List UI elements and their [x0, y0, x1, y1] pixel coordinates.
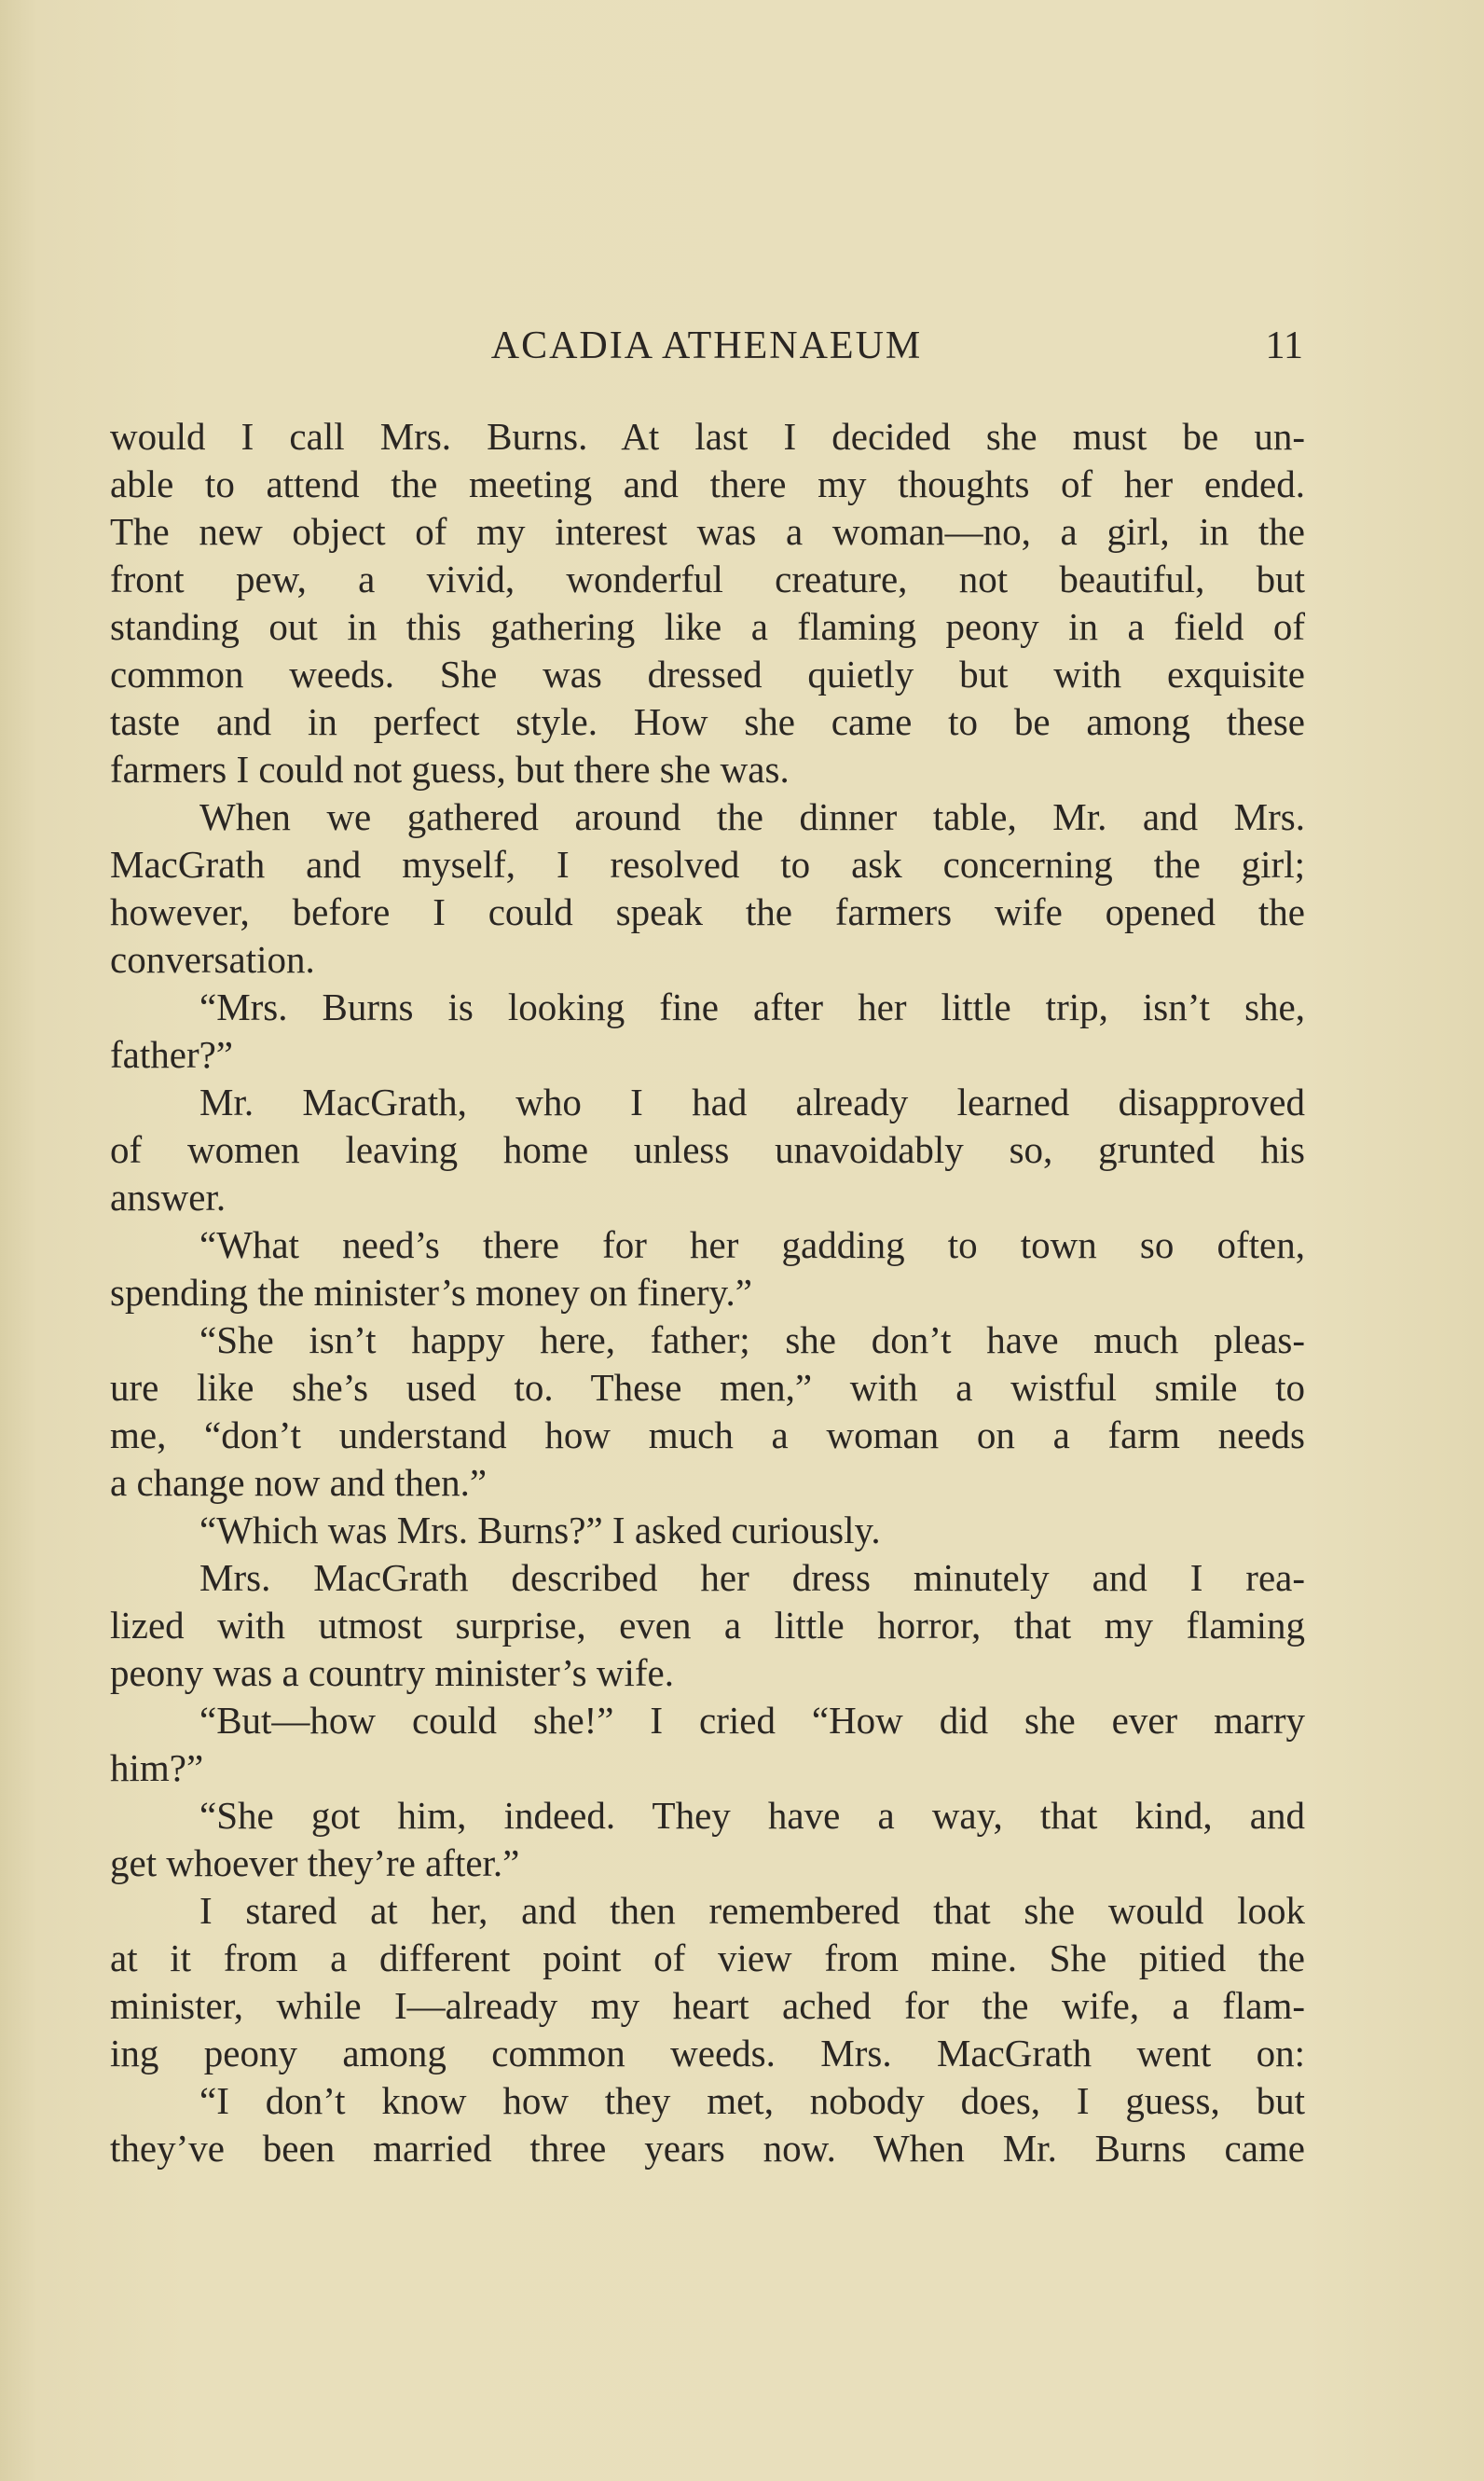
text-line: “Which was Mrs. Burns?” I asked curiously.	[199, 1509, 881, 1551]
text-line: of women leaving home unless unavoidably so, grunted his	[110, 1128, 1305, 1171]
text-line: me, “don’t understand how much a woman on a farm needs	[110, 1413, 1305, 1456]
text-line: at it from a different point of view from mine. She pitied the	[110, 1937, 1305, 1979]
text-line: able to attend the meeting and there my thoughts of her ended.	[110, 462, 1305, 505]
text-line: When we gathered around the dinner table, Mr. and Mrs.	[199, 795, 1305, 838]
text-line: get whoever they’re after.”	[110, 1841, 520, 1884]
text-line: “She got him, indeed. They have a way, that kind, and	[199, 1794, 1305, 1837]
text-line: conversation.	[110, 938, 315, 981]
text-line: lized with utmost surprise, even a little horror, that my flaming	[110, 1604, 1305, 1647]
text-line: minister, while I—already my heart ached for the wife, a flam-	[110, 1984, 1305, 2027]
text-line: front pew, a vivid, wonderful creature, not beautiful, but	[110, 558, 1305, 600]
text-line: farmers I could not guess, but there she was.	[110, 748, 790, 791]
text-line: I stared at her, and then remembered that she would look	[199, 1889, 1305, 1932]
text-line: would I call Mrs. Burns. At last I decided she must be un-	[110, 415, 1305, 458]
text-line: ing peony among common weeds. Mrs. MacGrath went on:	[110, 2032, 1305, 2074]
text-line: “Mrs. Burns is looking fine after her little trip, isn’t she,	[199, 986, 1305, 1028]
text-line: Mrs. MacGrath described her dress minutely and I rea-	[199, 1556, 1305, 1599]
text-line: peony was a country minister’s wife.	[110, 1651, 674, 1694]
body-text	[110, 413, 1305, 2172]
text-line: him?”	[110, 1746, 204, 1789]
text-line: Mr. MacGrath, who I had already learned disapproved	[199, 1081, 1305, 1123]
text-line: father?”	[110, 1033, 233, 1076]
running-title: ACADIA ATHENAEUM	[490, 324, 923, 367]
text-line: however, before I could speak the farmers wife opened the	[110, 890, 1305, 933]
text-line: common weeds. She was dressed quietly but with exquisite	[110, 653, 1305, 696]
text-line: “She isn’t happy here, father; she don’t have much pleas-	[199, 1318, 1305, 1361]
text-line: “But—how could she!” I cried “How did she ever marry	[199, 1699, 1305, 1742]
running-header	[110, 323, 1303, 369]
text-line: MacGrath and myself, I resolved to ask concerning the girl;	[110, 843, 1305, 886]
text-line: standing out in this gathering like a flaming peony in a field of	[110, 605, 1305, 648]
text-line: The new object of my interest was a woman—no, a girl, in the	[110, 510, 1305, 553]
text-line: spending the minister’s money on finery.”	[110, 1271, 752, 1314]
text-line: “I don’t know how they met, nobody does, I guess, but	[199, 2079, 1305, 2122]
text-line: “What need’s there for her gadding to town so often,	[199, 1223, 1305, 1266]
page-number: 11	[1265, 324, 1303, 367]
text-line: taste and in perfect style. How she came to be among these	[110, 700, 1305, 743]
text-line: answer.	[110, 1176, 227, 1219]
text-line: ure like she’s used to. These men,” with a wistful smile to	[110, 1366, 1305, 1409]
text-line: they’ve been married three years now. When Mr. Burns came	[110, 2127, 1305, 2170]
text-line: a change now and then.”	[110, 1461, 488, 1504]
